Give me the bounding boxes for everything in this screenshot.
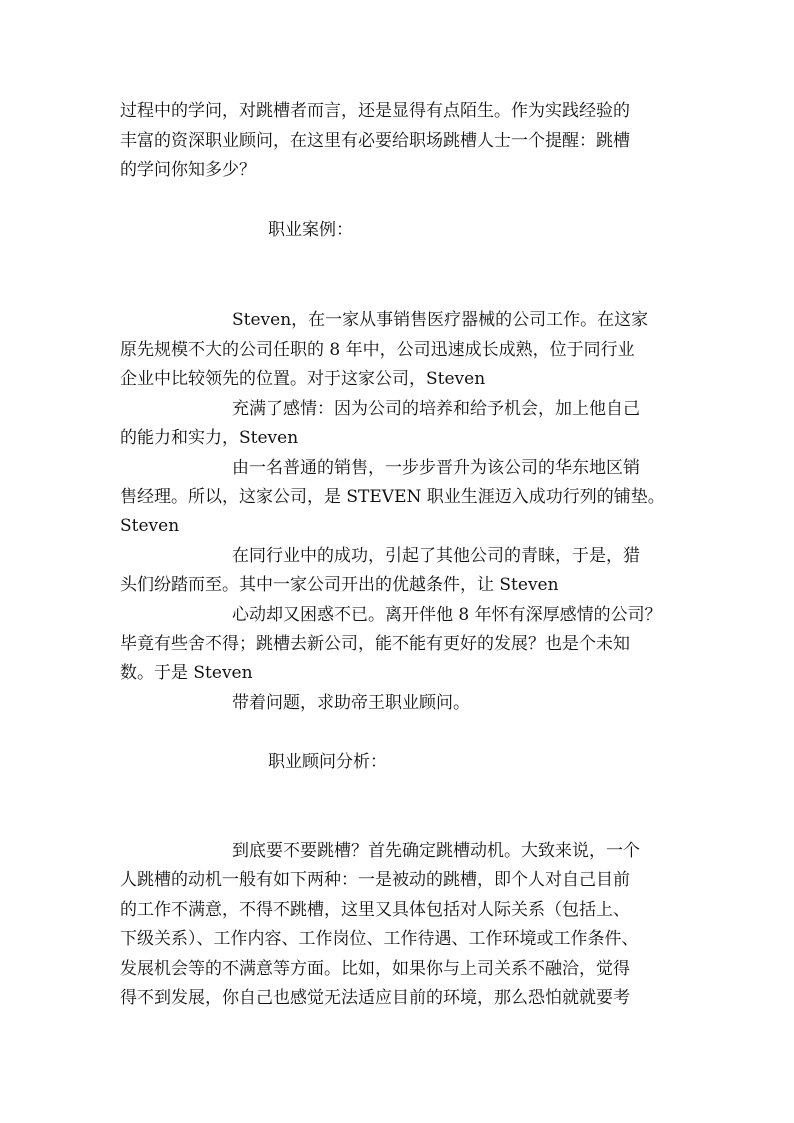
paragraph-line: 得不到发展，你自己也感觉无法适应目前的环境，那么恐怕就就要考 (120, 988, 630, 1008)
section-heading-analysis: 职业顾问分析： (268, 752, 387, 772)
paragraph-line: 的学问你知多少？ (120, 160, 256, 180)
paragraph-line: 充满了感情：因为公司的培养和给予机会，加上他自己 (232, 399, 640, 419)
paragraph-line: 头们纷踏而至。其中一家公司开出的优越条件，让 Steven (120, 575, 559, 595)
paragraph-line: 数。于是 Steven (120, 663, 253, 683)
paragraph-line: 人跳槽的动机一般有如下两种：一是被动的跳槽，即个人对自己目前 (120, 870, 630, 890)
paragraph-line: 心动却又困惑不已。离开伴他 8 年怀有深厚感情的公司？ (232, 605, 662, 625)
paragraph-line: 由一名普通的销售，一步步晋升为该公司的华东地区销 (232, 458, 640, 478)
paragraph-line: 的工作不满意，不得不跳槽，这里又具体包括对人际关系（包括上、 (120, 900, 630, 920)
paragraph-line: 丰富的资深职业顾问，在这里有必要给职场跳槽人士一个提醒：跳槽 (120, 131, 630, 151)
paragraph-line: 发展机会等的不满意等方面。比如，如果你与上司关系不融洽，觉得 (120, 959, 630, 979)
paragraph-line: 下级关系）、工作内容、工作岗位、工作待遇、工作环境或工作条件、 (120, 929, 639, 949)
paragraph-line: Steven (120, 516, 180, 536)
paragraph-line: 带着问题，求助帝王职业顾问。 (232, 693, 470, 713)
paragraph-line: 到底要不要跳槽？首先确定跳槽动机。大致来说，一个 (232, 841, 640, 861)
paragraph-line: 毕竟有些舍不得；跳槽去新公司，能不能有更好的发展？也是个未知 (120, 634, 630, 654)
paragraph-line: Steven，在一家从事销售医疗器械的公司工作。在这家 (232, 310, 649, 330)
paragraph-line: 企业中比较领先的位置。对于这家公司，Steven (120, 369, 486, 389)
paragraph-line: 过程中的学问，对跳槽者而言，还是显得有点陌生。作为实践经验的 (120, 101, 630, 121)
paragraph-line: 在同行业中的成功，引起了其他公司的青睐，于是，猎 (232, 546, 640, 566)
paragraph-line: 原先规模不大的公司任职的 8 年中，公司迅速成长成熟，位于同行业 (120, 340, 635, 360)
paragraph-line: 的能力和实力，Steven (120, 428, 299, 448)
paragraph-line: 售经理。所以，这家公司，是 STEVEN 职业生涯迈入成功行列的铺垫。 (120, 487, 665, 507)
section-heading-case: 职业案例： (268, 220, 353, 240)
